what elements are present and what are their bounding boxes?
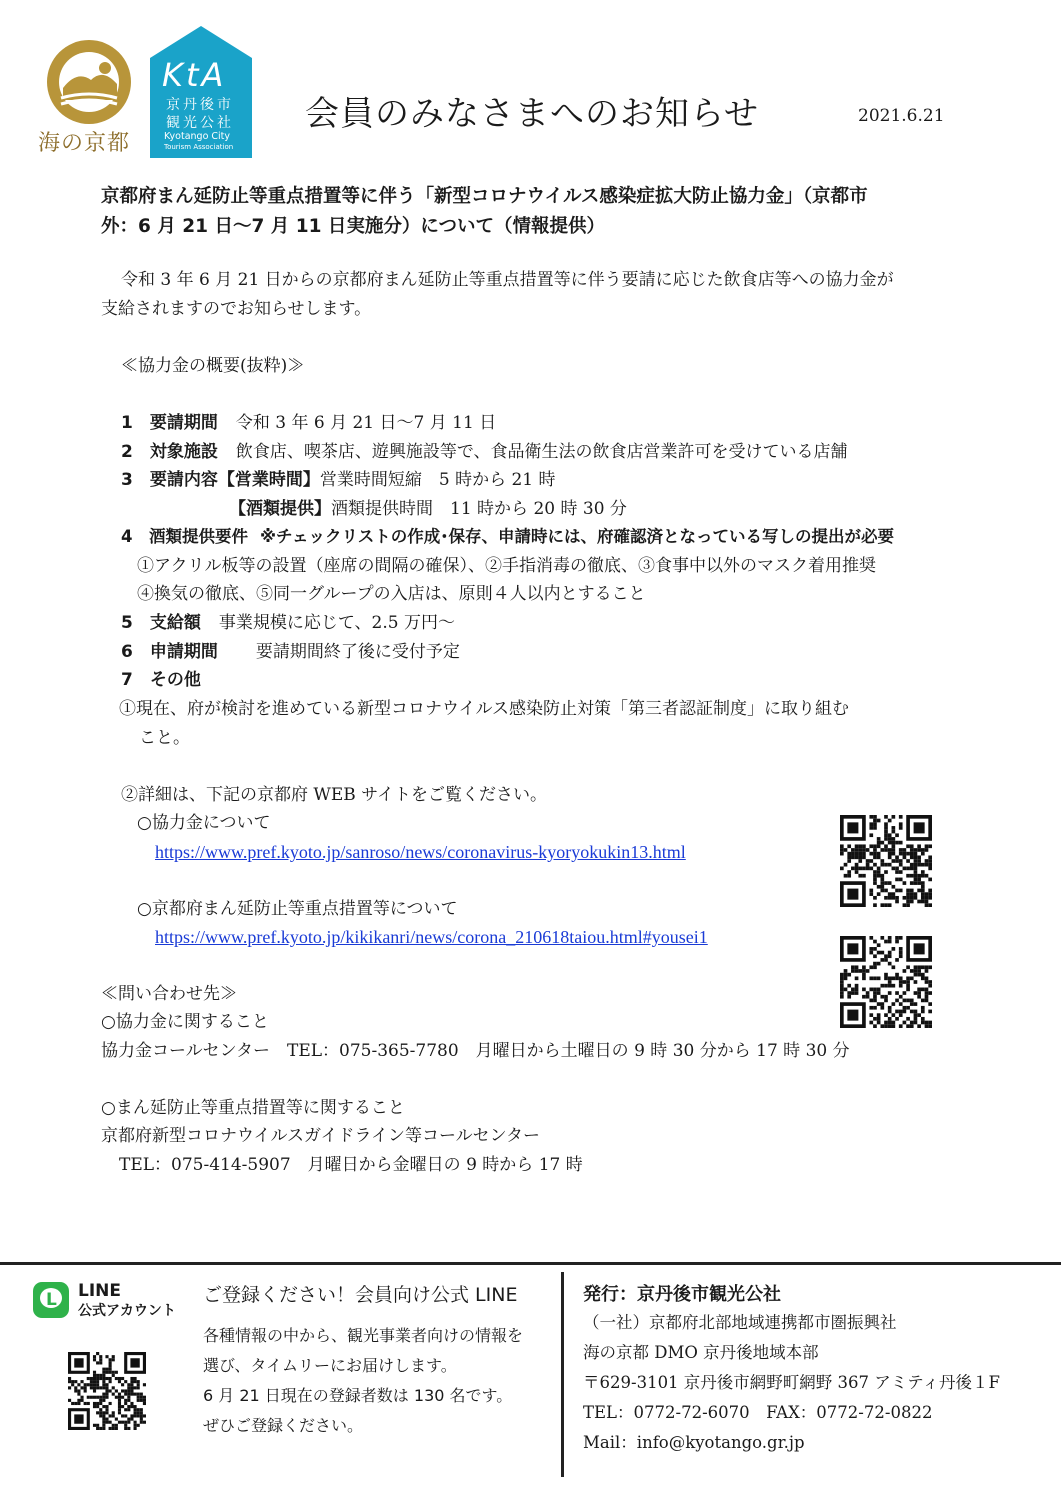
kta-mark: KtA xyxy=(162,56,227,94)
line-register-line-2: 選び、タイムリーにお届けします。 xyxy=(203,1356,457,1375)
item-1-label: 1 要請期間 xyxy=(121,413,218,433)
qr-code-icon xyxy=(68,1352,146,1430)
publisher-title: 発行：京丹後市観光公社 xyxy=(583,1284,781,1305)
item-7-line-2: こと。 xyxy=(139,728,190,748)
item-3b-text: 酒類提供時間 11 時から 20 時 30 分 xyxy=(331,499,627,519)
kta-name-1: 京丹後市 xyxy=(166,97,234,113)
line-badge-text: LINE xyxy=(78,1281,121,1301)
item-2-text: 飲食店、喫茶店、遊興施設等で、食品衛生法の飲食店営業許可を受けている店舗 xyxy=(235,442,848,462)
item-5-text: 事業規模に応じて、2.5 万円～ xyxy=(218,613,455,633)
line-account-label xyxy=(78,1281,176,1321)
line-register-title: ご登録ください！会員向け公式 LINE xyxy=(203,1284,518,1306)
kta-en-2: Tourism Association xyxy=(164,143,234,151)
kta-name-2: 観光公社 xyxy=(166,115,234,131)
subject xyxy=(101,182,868,242)
details-intro: ②詳細は、下記の京都府 WEB サイトをご覧ください。 xyxy=(121,785,547,805)
item-4-label: 4 酒類提供要件 xyxy=(121,527,248,546)
item-1-text: 令和 3 年 6 月 21 日～7 月 11 日 xyxy=(235,413,497,433)
line-register-line-3: 6 月 21 日現在の登録者数は 130 名です。 xyxy=(203,1386,513,1405)
item-6-text: 要請期間終了後に受付予定 xyxy=(255,642,460,662)
contact-heading: ≪問い合わせ先≫ xyxy=(101,984,237,1004)
publisher-line-1: （一社）京都府北部地域連携都市圏振興社 xyxy=(583,1313,897,1332)
publisher-line-2: 海の京都 DMO 京丹後地域本部 xyxy=(583,1343,819,1362)
publisher-line-4: TEL：0772-72-6070 FAX：0772-72-0822 xyxy=(583,1403,933,1422)
link-2-url[interactable]: https://www.pref.kyoto.jp/kikikanri/news/corona_210618taiou.html#yousei1 xyxy=(155,927,708,947)
item-4-line-2: ④換気の徹底、⑤同一グループの入店は、原則４人以内とすること xyxy=(137,584,646,604)
item-3a-tag: 【営業時間】 xyxy=(217,470,320,490)
item-4-note: ※チェックリストの作成･保存、申請時には、府確認済となっている写しの提出が必要 xyxy=(259,527,894,546)
page-title: 会員のみなさまへのお知らせ xyxy=(305,94,759,134)
subject-line-2: 外：6 月 21 日～7 月 11 日実施分）について（情報提供） xyxy=(101,216,606,237)
contact-1-label: ○協力金に関すること xyxy=(101,1012,269,1032)
line-register-line-1: 各種情報の中から、観光事業者向けの情報を xyxy=(203,1326,524,1345)
item-2-label: 2 対象施設 xyxy=(121,442,218,462)
item-7-label: 7 その他 xyxy=(121,670,201,690)
link-2-label: ○京都府まん延防止等重点措置等について xyxy=(137,899,458,919)
link-1-label: ○協力金について xyxy=(137,813,271,833)
item-5-label: 5 支給額 xyxy=(121,613,201,633)
contact-2-label: ○まん延防止等重点措置等に関すること xyxy=(101,1098,405,1118)
item-3a-text: 営業時間短縮 5 時から 21 時 xyxy=(319,470,556,490)
line-badge-sub: 公式アカウント xyxy=(78,1303,176,1319)
line-register-line-4: ぜひご登録ください。 xyxy=(203,1416,364,1435)
footer-divider xyxy=(0,1262,1061,1265)
issue-date: 2021.6.21 xyxy=(858,106,945,126)
item-4-line-1: ①アクリル板等の設置（座席の間隔の確保）、②手指消毒の徹底、③食事中以外のマスク着用推奨 xyxy=(137,556,876,576)
item-3-label: 3 要請内容 xyxy=(121,470,218,490)
qr-code-icon xyxy=(840,815,932,907)
overview-heading: ≪協力金の概要(抜粋)≫ xyxy=(121,356,305,376)
footer-column-divider xyxy=(561,1272,564,1477)
qr-code-icon xyxy=(840,936,932,1028)
line-app-icon: L xyxy=(33,1282,69,1318)
item-3b-tag: 【酒類提供】 xyxy=(229,499,331,519)
contact-2-line-2: TEL：075-414-5907 月曜日から金曜日の 9 時から 17 時 xyxy=(119,1155,583,1175)
kta-logo xyxy=(150,26,252,158)
link-1-url[interactable]: https://www.pref.kyoto.jp/sanroso/news/coronavirus-kyoryokukin13.html xyxy=(155,842,686,862)
publisher-mail: Mail：info@kyotango.gr.jp xyxy=(583,1433,805,1452)
logo-emblem-icon xyxy=(47,40,131,124)
publisher-line-3: 〒629-3101 京丹後市網野町網野 367 アミティ丹後１F xyxy=(583,1373,1000,1392)
contact-1-line: 協力金コールセンター TEL：075-365-7780 月曜日から土曜日の 9 時 30 分から 17 時 30 分 xyxy=(101,1041,850,1061)
intro-line-1: 令和 3 年 6 月 21 日からの京都府まん延防止等重点措置等に伴う要請に応じた飲食店等への協力金が xyxy=(121,270,894,290)
logo-caption: 海の京都 xyxy=(38,131,131,156)
item-6-label: 6 申請期間 xyxy=(121,642,218,662)
subject-line-1: 京都府まん延防止等重点措置等に伴う「新型コロナウイルス感染症拡大防止協力金」（京都市 xyxy=(101,186,868,207)
contact-2-line-1: 京都府新型コロナウイルスガイドライン等コールセンター xyxy=(101,1126,540,1146)
item-7-line-1: ①現在、府が検討を進めている新型コロナウイルス感染防止対策「第三者認証制度」に取り組む xyxy=(119,699,849,719)
kta-en-1: Kyotango City xyxy=(164,131,231,142)
umi-no-kyoto-logo xyxy=(47,40,131,124)
intro-line-2: 支給されますのでお知らせします。 xyxy=(101,299,372,319)
